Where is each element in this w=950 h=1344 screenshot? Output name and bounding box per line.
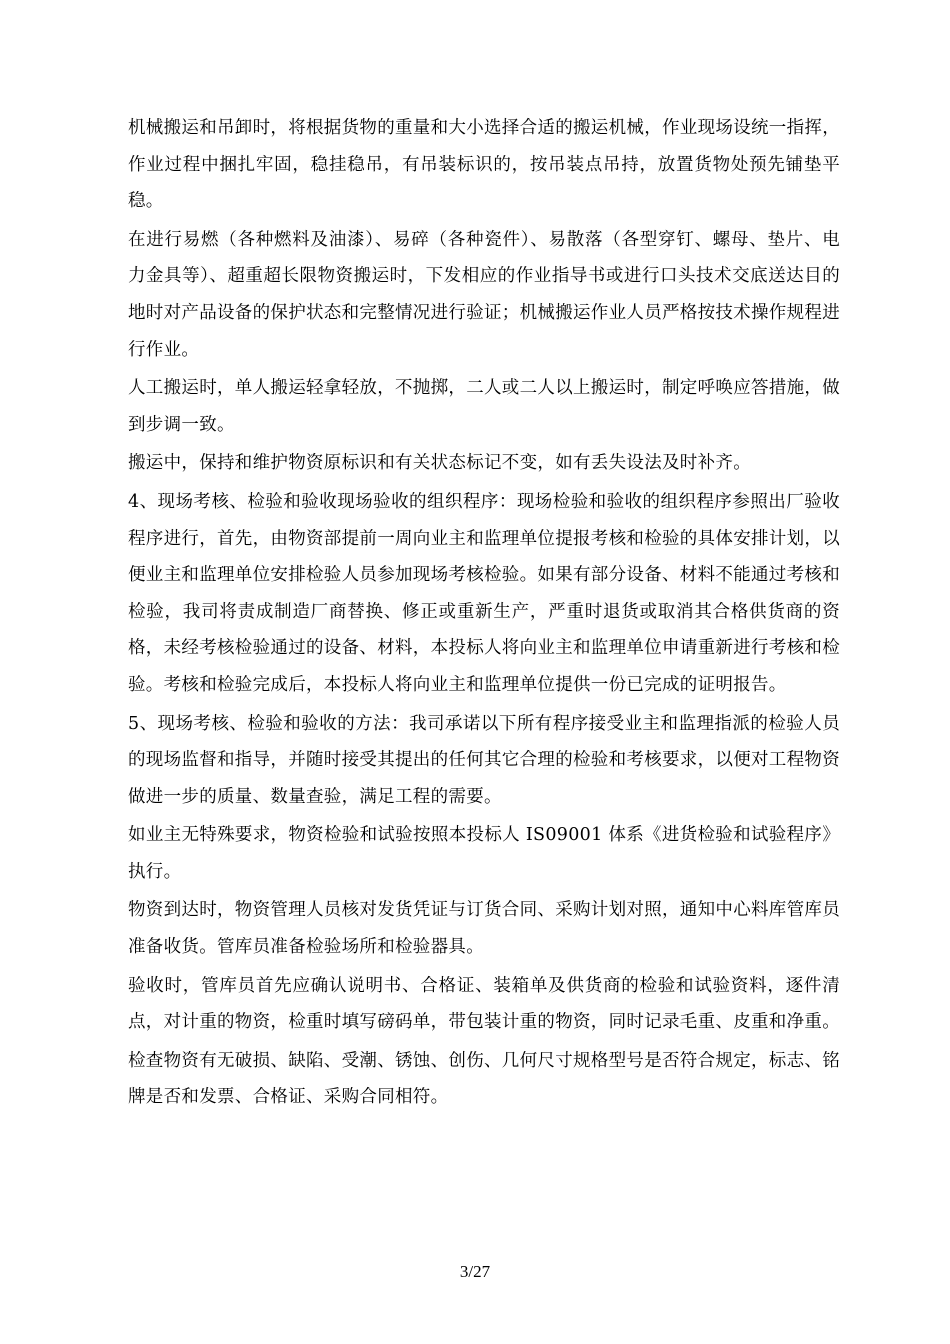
document-body bbox=[128, 110, 840, 1118]
paragraph-iso-inspection: 如业主无特殊要求，物资检验和试验按照本投标人 IS09001 体系《进货检验和试验程序》执行。 bbox=[128, 825, 840, 882]
paragraph-special-goods-handling: 在进行易燃（各种燃料及油漆）、易碎（各种瓷件）、易散落（各型穿钉、螺母、垫片、电力金具等）、超重超长限物资搬运时，下发相应的作业指导书或进行口头技术交底送达目的地时对产品设备的保护状态和完整情况进行验证；机械搬运作业人员严格按技术操作规程进行作业。 bbox=[128, 229, 840, 360]
paragraph-onsite-inspection-method: 5、现场考核、检验和验收的方法：我司承诺以下所有程序接受业主和监理指派的检验人员的现场监督和指导，并随时接受其提出的任何其它合理的检验和考核要求，以便对工程物资做进一步的质量、数量查验，满足工程的需要。 bbox=[128, 713, 840, 807]
paragraph-manual-handling: 人工搬运时，单人搬运轻拿轻放，不抛掷，二人或二人以上搬运时，制定呼唤应答措施，做到步调一致。 bbox=[128, 378, 840, 435]
paragraph-damage-check: 检查物资有无破损、缺陷、受潮、锈蚀、创伤、几何尺寸规格型号是否符合规定，标志、铭牌是否和发票、合格证、采购合同相符。 bbox=[128, 1050, 840, 1108]
paragraph-onsite-inspection-procedure: 4、现场考核、检验和验收现场验收的组织程序：现场检验和验收的组织程序参照出厂验收程序进行，首先，由物资部提前一周向业主和监理单位提报考核和检验的具体安排计划，以便业主和监理单位安排检验人员参加现场考核检验。如果有部分设备、材料不能通过考核和检验，我司将责成制造厂商替换、修正或重新生产，严重时退货或取消其合格供货商的资格，未经考核检验通过的设备、材料，本投标人将向业主和监理单位申请重新进行考核和检验。考核和检验完成后，本投标人将向业主和监理单位提供一份已完成的证明报告。 bbox=[128, 491, 840, 695]
paragraph-acceptance-check: 验收时，管库员首先应确认说明书、合格证、装箱单及供货商的检验和试验资料，逐件清点，对计重的物资，检重时填写磅码单，带包装计重的物资，同时记录毛重、皮重和净重。 bbox=[128, 975, 840, 1033]
page-number: 3/27 bbox=[459, 1262, 491, 1281]
paragraph-mechanical-handling: 机械搬运和吊卸时，将根据货物的重量和大小选择合适的搬运机械，作业现场设统一指挥，作业过程中捆扎牢固，稳挂稳吊，有吊装标识的，按吊装点吊持，放置货物处预先铺垫平稳。 bbox=[128, 118, 840, 212]
paragraph-goods-arrival: 物资到达时，物资管理人员核对发货凭证与订货合同、采购计划对照，通知中心料库管库员准备收货。管库员准备检验场所和检验器具。 bbox=[128, 900, 840, 958]
paragraph-handling-markings: 搬运中，保持和维护物资原标识和有关状态标记不变，如有丢失设法及时补齐。 bbox=[128, 453, 751, 474]
